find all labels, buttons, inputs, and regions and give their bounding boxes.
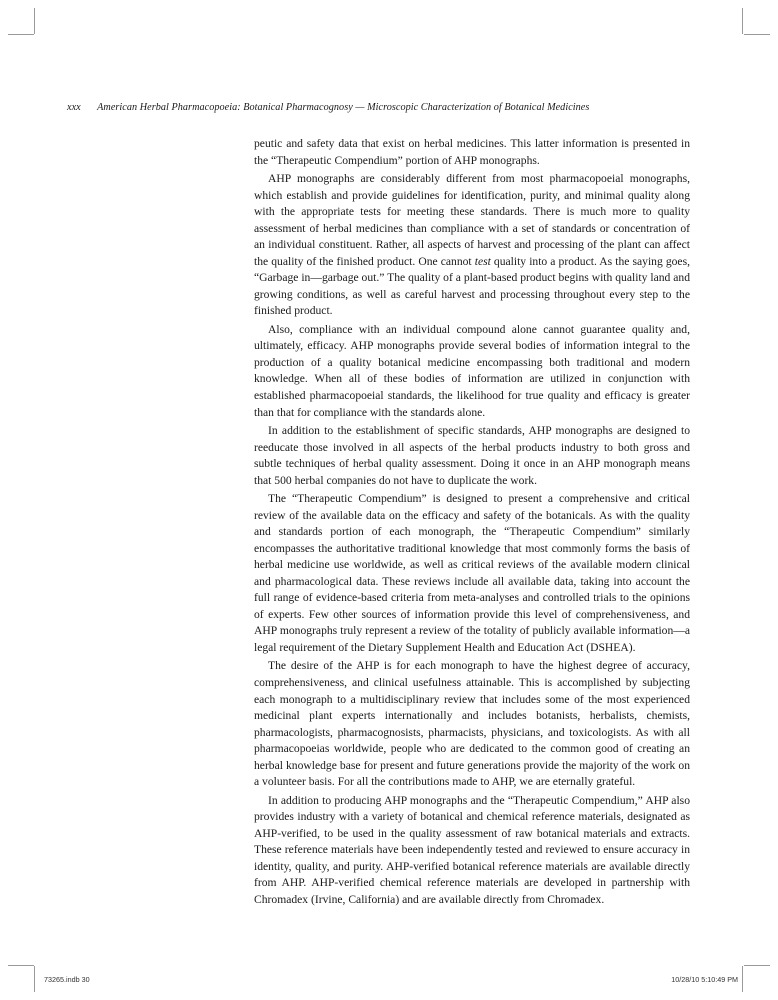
body-paragraph [254,658,690,790]
paragraph-text: Also, compliance with an individual compound alone cannot guarantee quality and, ultimately, efficacy. AHP monographs provide several bodies of information integral to the production of a quality botanical medicine encompassing both traditional and modern knowledge. When all of these bodies of information are utilized in conjunction with established pharmacopoeial standards, the likelihood for true quality and efficacy is greater than that for compliance with the standards alone. [254,322,690,419]
paragraph-text: In addition to the establishment of specific standards, AHP monographs are designed to reeducate those involved in all aspects of the herbal products industry to both gross and subtle techniques of herbal quality assessment. Doing it once in an AHP monograph means that 500 herbal companies do not have to duplicate the work. [254,423,690,487]
crop-mark [8,965,34,966]
page-number: xxx [67,102,81,113]
paragraph-text: The desire of the AHP is for each monograph to have the highest degree of accuracy, comprehensiveness, and clinical usefulness attainable. This is accomplished by subjecting each monograph to a multidisciplinary review that includes some of the most experienced medicinal plant experts internationally and includes botanists, herbalists, chemists, pharmacologists, pharmacognosists, pharmacists, physicians, and toxicologists. As with all pharmacopoeias worldwide, people who are dedicated to the common good of creating an herbal knowledge base for present and future generations provide the majority of the work on a volunteer basis. For all the contributions made to AHP, we are eternally grateful. [254,659,690,789]
crop-mark [744,965,770,966]
crop-mark [34,8,35,34]
paragraph-text: AHP monographs are considerably different from most pharmacopoeial monographs, which establish and provide guidelines for identification, purity, and minimal quality along with the appropriate tests for meeting these standards. There is much more to quality assessment of herbal medicines than compliance with a set of standards or concentration of an individual constituent. Rather, all aspects of harvest and processing of the plant can affect the quality of the finished product. One cannot [254,171,690,268]
crop-mark [742,8,743,34]
crop-mark [744,34,770,35]
body-paragraph [254,491,690,656]
body-paragraph [254,793,690,909]
paragraph-text: peutic and safety data that exist on herbal medicines. This latter information is presented in the “Therapeutic Compendium” portion of AHP monographs. [254,137,690,167]
book-title: American Herbal Pharmacopoeia: Botanical Pharmacognosy — Microscopic Characterization of Botanical Medicines [97,102,590,113]
crop-mark [8,34,34,35]
slug-timestamp: 10/28/10 5:10:49 PM [671,975,738,984]
body-text [254,136,690,910]
emphasis-text: test [474,254,491,268]
paragraph-text: quality into a product. As the saying goes, “Garbage in—garbage out.” The quality of a plant-based product begins with quality land and growing conditions, as well as careful harvest and processing throughout every step to the finished product. [254,254,690,318]
body-paragraph [254,423,690,489]
paragraph-text: The “Therapeutic Compendium” is designed to present a comprehensive and critical review of the available data on the efficacy and safety of the botanicals. As with the quality and standards portion of each monograph, the “Therapeutic Compendium” similarly encompasses the authoritative traditional knowledge that most commonly forms the basis of herbal medicine use worldwide, as well as critical reviews of the available modern clinical and pharmacological data. These reviews include all available data, taking into account the full range of evidence-based criteria from meta-analyses and controlled trials to the opinions of experts. Few other sources of information provide this level of comprehensiveness, and AHP monographs truly represent a review of the totality of publicly available information—a legal requirement of the Dietary Supplement Health and Education Act (DSHEA). [254,492,690,654]
body-paragraph [254,322,690,421]
body-paragraph [254,136,690,169]
body-paragraph [254,171,690,320]
slug-file: 73265.indb 30 [44,975,90,984]
running-head [67,102,707,113]
crop-mark [34,966,35,992]
crop-mark [742,966,743,992]
paragraph-text: In addition to producing AHP monographs and the “Therapeutic Compendium,” AHP also provides industry with a variety of botanical and chemical reference materials, designated as AHP-verified, to be used in the quality assessment of raw botanical materials and extracts. These reference materials have been independently tested and reviewed to ensure accuracy in identity, quality, and purity. AHP-verified botanical reference materials are available directly from AHP. AHP-verified chemical reference materials are developed in partnership with Chromadex (Irvine, California) and are available directly from Chromadex. [254,793,690,906]
